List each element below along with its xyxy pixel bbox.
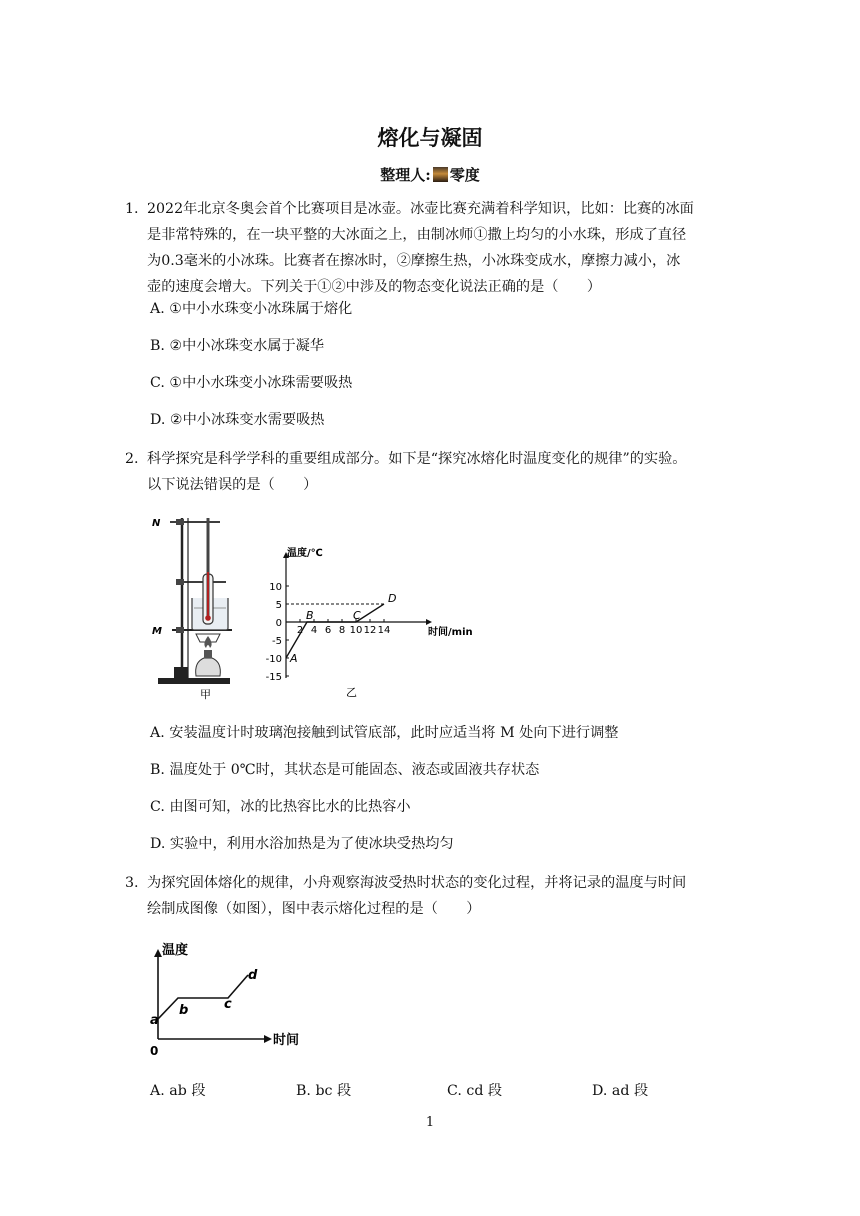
- text-line: 壶的速度会增大。下列关于①②中涉及的物态变化说法正确的是（ ）: [147, 279, 602, 295]
- question-number: 3.: [125, 875, 139, 891]
- x-tick-label: 2: [296, 625, 304, 636]
- q1-option-a: A. ①中小水珠变小冰珠属于熔化: [150, 301, 353, 317]
- y-tick-label: -5: [272, 636, 282, 647]
- question-3: [127, 870, 735, 922]
- q3-option-d: D. ad 段: [592, 1083, 649, 1099]
- figure-caption-yi: 乙: [346, 686, 357, 699]
- q1-option-d: D. ②中小冰珠变水需要吸热: [150, 412, 325, 428]
- label-n: N: [152, 518, 161, 529]
- avatar-icon: [433, 167, 448, 182]
- text-line: 绘制成图像（如图），图中表示熔化过程的是（ ）: [147, 901, 481, 917]
- figure-caption-jia: 甲: [200, 688, 211, 701]
- y-axis-label: 温度/℃: [287, 548, 323, 559]
- point-label-d: d: [248, 968, 258, 983]
- question-number: 1.: [125, 201, 139, 217]
- point-label-c: C: [353, 609, 361, 622]
- q2-option-a: A. 安装温度计时玻璃泡接触到试管底部，此时应适当将 M 处向下进行调整: [150, 725, 619, 741]
- haibo-chart: [140, 935, 310, 1060]
- text-line: 为探究固体熔化的规律，小舟观察海波受热时状态的变化过程，并将记录的温度与时间: [147, 875, 687, 891]
- x-axis-label: 时间: [273, 1033, 300, 1048]
- label-m: M: [152, 626, 162, 637]
- x-tick-label: 6: [324, 625, 332, 636]
- question-2: [127, 446, 735, 498]
- x-tick-label: 14: [377, 625, 391, 636]
- y-axis-arrow: [154, 949, 162, 957]
- x-axis-arrow: [264, 1035, 272, 1043]
- apparatus-figure: [148, 512, 248, 702]
- thermometer-liquid: [207, 572, 209, 616]
- point-label-b: b: [179, 1003, 189, 1018]
- point-label-c: c: [224, 997, 232, 1012]
- x-tick-label: 8: [338, 625, 346, 636]
- stand-base: [158, 678, 230, 684]
- text-line: 以下说法错误的是（ ）: [147, 477, 318, 493]
- point-label-a: a: [150, 1013, 159, 1028]
- question-text: [127, 870, 735, 922]
- q2-option-b: B. 温度处于 0℃时，其状态是可能固态、液态或固液共存状态: [150, 762, 540, 778]
- q3-option-c: C. cd 段: [447, 1083, 503, 1099]
- x-tick-label: 12: [363, 625, 377, 636]
- y-tick-label: -10: [265, 654, 282, 665]
- x-axis-arrow: [426, 619, 432, 625]
- alcohol-lamp: [196, 658, 221, 676]
- question-number: 2.: [125, 451, 139, 467]
- text-line: 为0.3毫米的小冰珠。比赛者在擦冰时，②摩擦生热，小冰珠变成水，摩擦力减小，冰: [147, 253, 681, 269]
- point-label-d: D: [388, 592, 397, 605]
- x-tick-label: 4: [310, 625, 318, 636]
- q2-option-d: D. 实验中，利用水浴加热是为了使冰块受热均匀: [150, 836, 454, 852]
- x-axis-label: 时间/min: [428, 627, 473, 638]
- point-label-b: B: [306, 609, 314, 622]
- y-tick-label: 0: [275, 618, 282, 629]
- q1-option-c: C. ①中小水珠变小冰珠需要吸热: [150, 375, 353, 391]
- q2-option-c: C. 由图可知，冰的比热容比水的比热容小: [150, 799, 411, 815]
- y-tick-label: 5: [275, 600, 282, 611]
- question-1: [127, 196, 735, 300]
- y-tick-label: 10: [269, 582, 282, 593]
- author-line: [0, 164, 860, 185]
- y-tick-label: -15: [265, 672, 282, 683]
- author-prefix: 整理人:: [380, 166, 431, 184]
- q3-option-b: B. bc 段: [296, 1083, 352, 1099]
- author-name: 零度: [449, 166, 480, 184]
- text-line: 2022年北京冬奥会首个比赛项目是冰壶。冰壶比赛充满着科学知识，比如：比赛的冰面: [147, 201, 694, 217]
- question-text: [127, 196, 735, 300]
- point-label-a: A: [290, 652, 298, 665]
- y-axis-label: 温度: [162, 943, 189, 958]
- q3-option-a: A. ab 段: [150, 1083, 206, 1099]
- text-line: 是非常特殊的，在一块平整的大冰面之上，由制冰师①撒上均匀的小水珠，形成了直径: [147, 227, 687, 243]
- x-tick-label: 10: [349, 625, 363, 636]
- page-number: 1: [425, 1115, 435, 1130]
- melting-chart: [250, 540, 490, 700]
- temperature-line: [158, 975, 248, 1019]
- text-line: 科学探究是科学学科的重要组成部分。如下是“探究冰熔化时温度变化的规律”的实验。: [147, 451, 687, 467]
- page-title: 熔化与凝固: [377, 125, 483, 150]
- origin-label: 0: [150, 1044, 159, 1058]
- question-text: [127, 446, 735, 498]
- q1-option-b: B. ②中小冰珠变水属于凝华: [150, 338, 325, 354]
